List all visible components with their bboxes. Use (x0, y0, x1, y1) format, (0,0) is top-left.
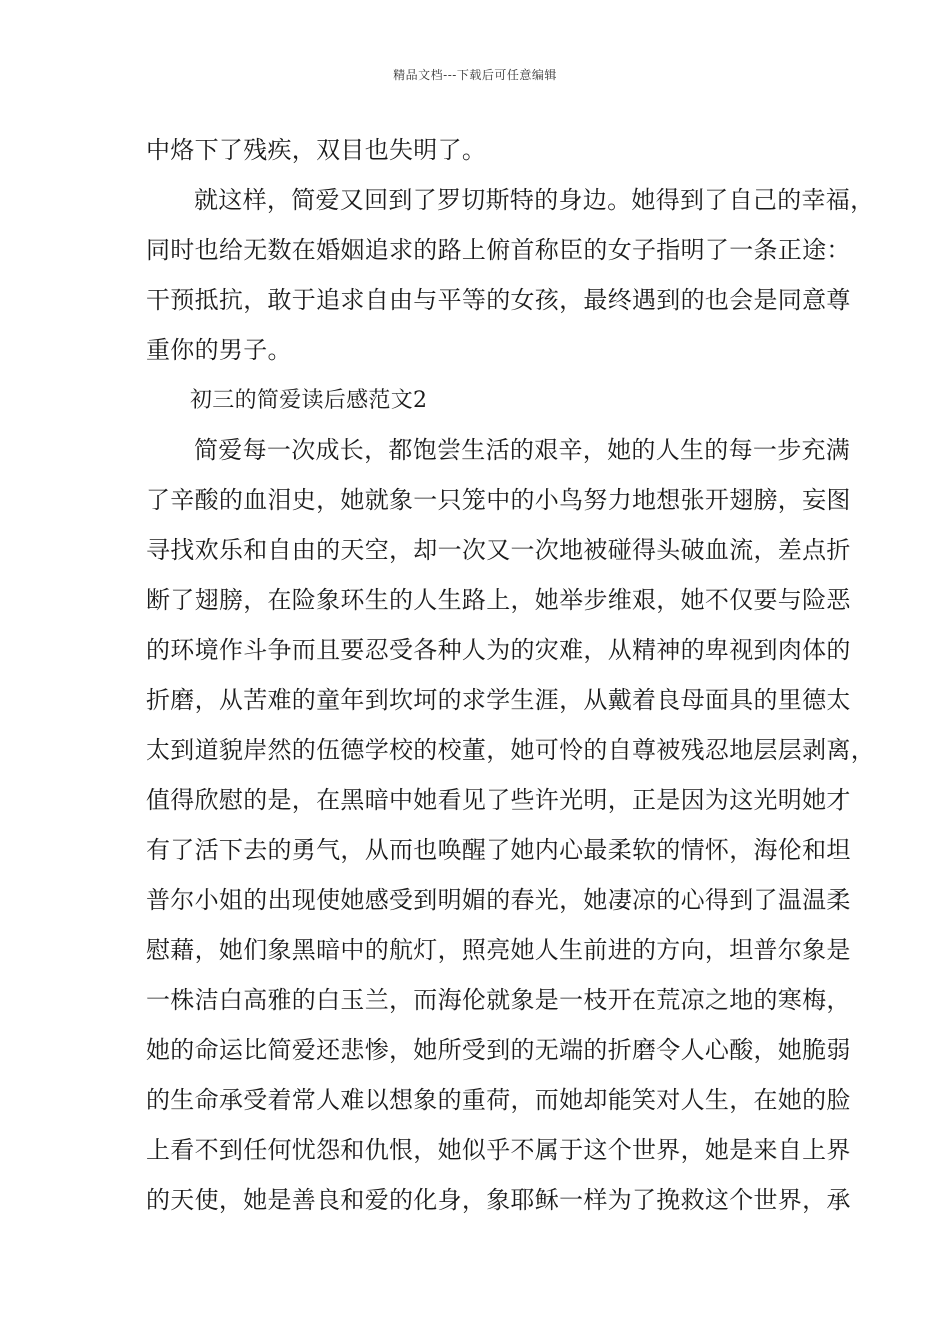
body-text-line: 了辛酸的血泪史，她就象一只笼中的小鸟努力地想张开翅膀，妄图 (146, 486, 851, 514)
body-text-line: 重你的男子。 (146, 336, 292, 364)
body-text-line: 同时也给无数在婚姻追求的路上俯首称臣的女子指明了一条正途： (146, 236, 851, 264)
body-text-line: 有了活下去的勇气，从而也唤醒了她内心最柔软的情怀，海伦和坦 (146, 836, 851, 864)
body-text-line: 慰藉，她们象黑暗中的航灯，照亮她人生前进的方向，坦普尔象是 (146, 936, 851, 964)
body-text-line: 普尔小姐的出现使她感受到明媚的春光，她凄凉的心得到了温温柔 (146, 886, 851, 914)
body-text-line: 就这样，简爱又回到了罗切斯特的身边。她得到了自己的幸福， (194, 186, 875, 214)
section-heading: 初三的简爱读后感范文2 (190, 388, 428, 413)
body-text-line: 值得欣慰的是，在黑暗中她看见了些许光明，正是因为这光明她才 (146, 786, 851, 814)
body-text-line: 的天使，她是善良和爱的化身，象耶稣一样为了挽救这个世界，承 (146, 1186, 851, 1214)
body-text-line: 中烙下了残疾，双目也失明了。 (146, 136, 487, 164)
page-header: 精品文档---下载后可任意编辑 (393, 68, 557, 82)
body-text-line: 简爱每一次成长，都饱尝生活的艰辛，她的人生的每一步充满 (194, 436, 851, 464)
body-text-line: 干预抵抗，敢于追求自由与平等的女孩，最终遇到的也会是同意尊 (146, 286, 851, 314)
body-text-line: 太到道貌岸然的伍德学校的校董，她可怜的自尊被残忍地层层剥离， (146, 736, 875, 764)
body-text-line: 上看不到任何忧怨和仇恨，她似乎不属于这个世界，她是来自上界 (146, 1136, 851, 1164)
body-text-line: 折磨，从苦难的童年到坎坷的求学生涯，从戴着良母面具的里德太 (146, 686, 851, 714)
body-text-line: 的生命承受着常人难以想象的重荷，而她却能笑对人生，在她的脸 (146, 1086, 851, 1114)
body-text-line: 的环境作斗争而且要忍受各种人为的灾难，从精神的卑视到肉体的 (146, 636, 851, 664)
body-text-line: 断了翅膀，在险象环生的人生路上，她举步维艰，她不仅要与险恶 (146, 586, 851, 614)
body-text-line: 一株洁白高雅的白玉兰，而海伦就象是一枝开在荒凉之地的寒梅， (146, 986, 851, 1014)
body-text-line: 寻找欢乐和自由的天空，却一次又一次地被碰得头破血流，差点折 (146, 536, 851, 564)
body-text-line: 她的命运比简爱还悲惨，她所受到的无端的折磨令人心酸，她脆弱 (146, 1036, 851, 1064)
